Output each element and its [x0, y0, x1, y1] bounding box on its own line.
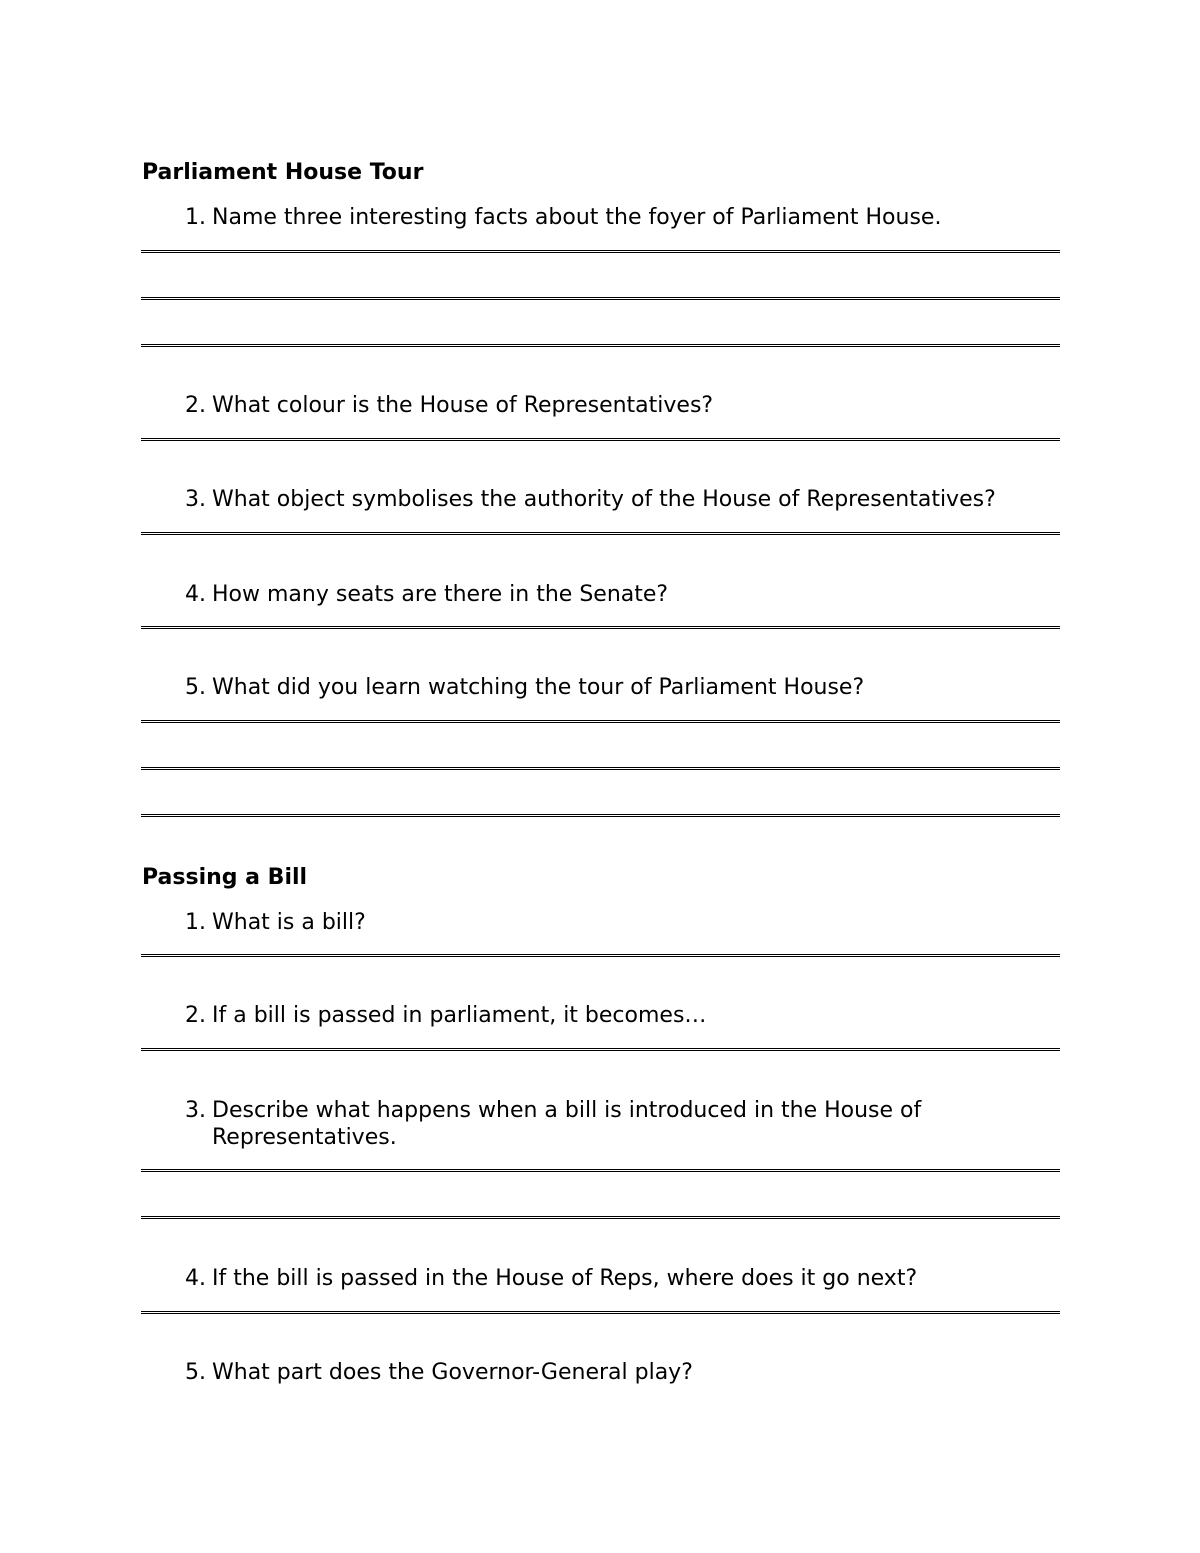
question-number: 1.	[185, 910, 206, 935]
question-text: If a bill is passed in parliament, it becomes…	[212, 1003, 707, 1028]
answer-line[interactable]	[141, 720, 1060, 723]
question-number: 1.	[185, 205, 206, 230]
question-text: How many seats are there in the Senate?	[212, 582, 669, 607]
question-number: 5.	[185, 1360, 206, 1385]
question-number: 2.	[185, 393, 206, 418]
answer-line[interactable]	[141, 1311, 1060, 1314]
answer-line[interactable]	[141, 297, 1060, 300]
answer-line[interactable]	[141, 532, 1060, 535]
answer-line[interactable]	[141, 438, 1060, 441]
answer-line[interactable]	[141, 250, 1060, 253]
section-title-passing-a-bill: Passing a Bill	[142, 865, 308, 890]
answer-line[interactable]	[141, 1216, 1060, 1219]
answer-line[interactable]	[141, 344, 1060, 347]
question-text: What object symbolises the authority of the House of Representatives?	[212, 487, 996, 512]
question-text-continued: Representatives.	[212, 1125, 397, 1150]
answer-line[interactable]	[141, 1048, 1060, 1051]
section-title-parliament-house-tour: Parliament House Tour	[142, 160, 424, 185]
answer-line[interactable]	[141, 767, 1060, 770]
question-text: Describe what happens when a bill is introduced in the House of	[212, 1098, 922, 1123]
question-number: 2.	[185, 1003, 206, 1028]
question-number: 3.	[185, 487, 206, 512]
question-text: What did you learn watching the tour of Parliament House?	[212, 675, 865, 700]
question-number: 3.	[185, 1098, 206, 1123]
question-text: What part does the Governor-General play?	[212, 1360, 693, 1385]
question-text: If the bill is passed in the House of Reps, where does it go next?	[212, 1266, 918, 1291]
answer-line[interactable]	[141, 626, 1060, 629]
question-number: 4.	[185, 582, 206, 607]
question-number: 4.	[185, 1266, 206, 1291]
question-text: Name three interesting facts about the foyer of Parliament House.	[212, 205, 942, 230]
question-text: What colour is the House of Representatives?	[212, 393, 714, 418]
answer-line[interactable]	[141, 1169, 1060, 1172]
answer-line[interactable]	[141, 954, 1060, 957]
question-number: 5.	[185, 675, 206, 700]
answer-line[interactable]	[141, 814, 1060, 817]
question-text: What is a bill?	[212, 910, 366, 935]
